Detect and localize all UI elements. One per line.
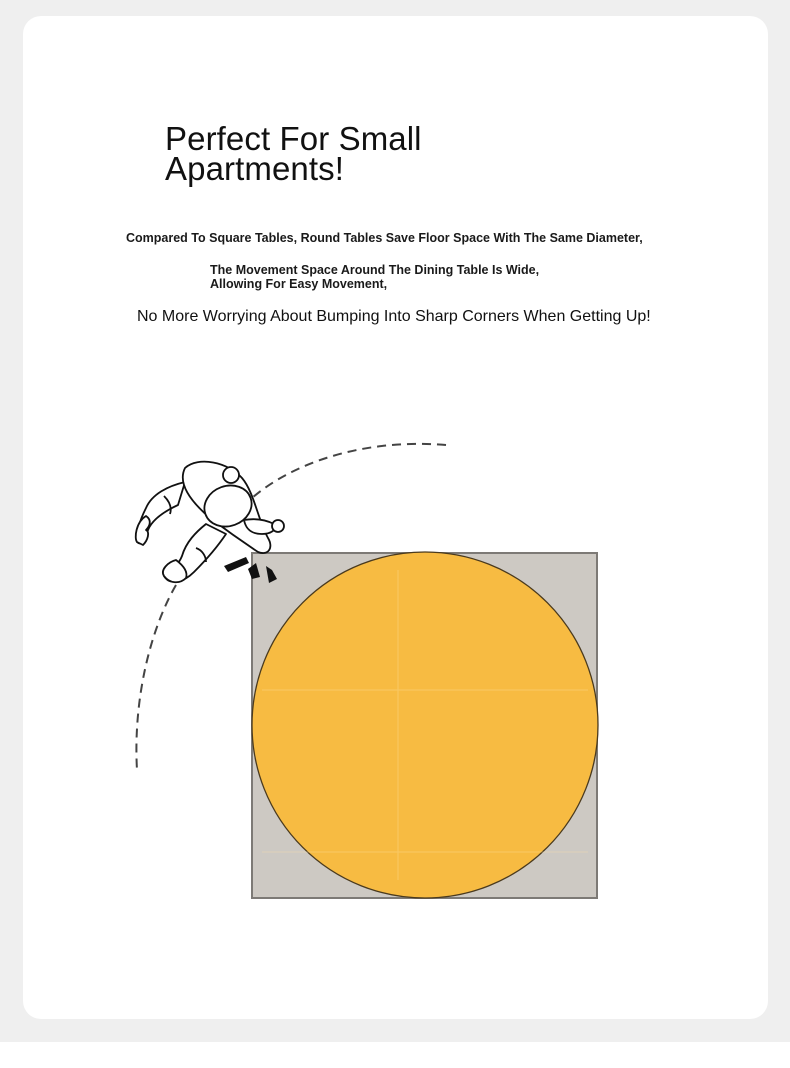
description-line-3: Allowing For Easy Movement, [210, 277, 388, 291]
description-line-4: No More Worrying About Bumping Into Sharp Corners When Getting Up! [137, 308, 651, 325]
description-line-2: The Movement Space Around The Dining Table Is Wide, [210, 263, 540, 277]
headline-line-2: Apartments! [165, 150, 345, 187]
round-table-icon [252, 552, 598, 898]
description-line-1: Compared To Square Tables, Round Tables Save Floor Space With The Same Diameter, [126, 231, 643, 245]
headline-line-1: Perfect For Small [165, 120, 422, 157]
